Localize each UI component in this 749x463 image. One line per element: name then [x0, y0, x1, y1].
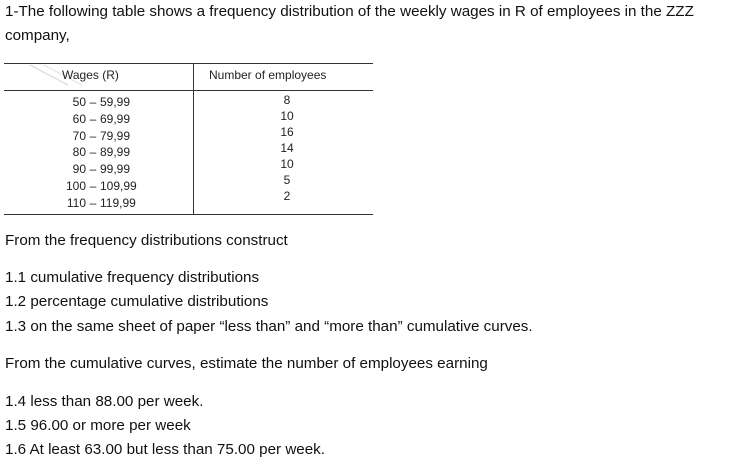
table-row-wages — [46, 161, 186, 178]
wage-dash: – — [89, 178, 97, 193]
construct-instruction: From the frequency distributions construct — [5, 232, 288, 249]
estimate-instruction: From the cumulative curves, estimate the number of employees earning — [5, 355, 488, 372]
wage-to: 89,99 — [100, 145, 131, 160]
frequency-table — [4, 61, 373, 215]
column-header-employees: Number of employees — [209, 68, 327, 82]
task-1-2: 1.2 percentage cumulative distributions — [5, 293, 269, 310]
task-1-1: 1.1 cumulative frequency distributions — [5, 269, 260, 286]
wage-from: 80 — [72, 145, 86, 160]
table-header-rule — [4, 90, 373, 91]
table-column-divider — [193, 63, 194, 215]
task-1-4: 1.4 less than 88.00 per week. — [5, 393, 204, 410]
table-cell-count: 2 — [283, 189, 291, 203]
wage-to: 99,99 — [100, 162, 131, 177]
wage-from: 60 — [72, 111, 86, 126]
table-row-wages — [46, 144, 186, 161]
table-cell-count: 10 — [280, 157, 294, 171]
table-row-wages — [46, 195, 186, 212]
table-cell-count: 8 — [283, 93, 291, 107]
question-intro: 1-The following table shows a frequency distribution of the weekly wages in R of employees in the ZZZ company, — [5, 3, 694, 44]
table-cell-count: 16 — [280, 125, 294, 139]
wage-to: 69,99 — [100, 111, 131, 126]
wage-dash: – — [89, 195, 97, 210]
table-row-wages — [46, 128, 186, 145]
wage-from: 110 — [66, 195, 86, 210]
wage-from: 50 — [72, 95, 86, 109]
employees-column — [262, 92, 312, 204]
column-header-wages: Wages (R) — [62, 68, 119, 82]
wage-to: 109,99 — [100, 178, 137, 193]
wage-dash: – — [89, 162, 97, 177]
table-bottom-rule — [4, 214, 373, 215]
task-1-3: 1.3 on the same sheet of paper “less than” and “more than” cumulative curves. — [5, 318, 533, 335]
wage-dash: – — [89, 95, 97, 109]
wage-dash: – — [89, 128, 97, 143]
table-row-wages — [46, 111, 186, 128]
wage-to: 59,99 — [100, 95, 131, 109]
table-row-wages — [46, 94, 186, 111]
table-cell-count: 10 — [280, 109, 294, 123]
table-cell-count: 14 — [280, 141, 294, 155]
wage-to: 79,99 — [100, 128, 131, 143]
table-row-wages — [46, 178, 186, 195]
wage-to: 119,99 — [100, 195, 136, 210]
task-1-6: 1.6 At least 63.00 but less than 75.00 per week. — [5, 441, 325, 458]
wage-dash: – — [89, 145, 97, 160]
wage-dash: – — [89, 111, 97, 126]
table-cell-count: 5 — [283, 173, 291, 187]
wage-from: 90 — [72, 162, 86, 177]
task-1-5: 1.5 96.00 or more per week — [5, 417, 191, 434]
wage-from: 100 — [65, 178, 86, 193]
wages-column — [46, 94, 186, 212]
wage-from: 70 — [72, 128, 86, 143]
